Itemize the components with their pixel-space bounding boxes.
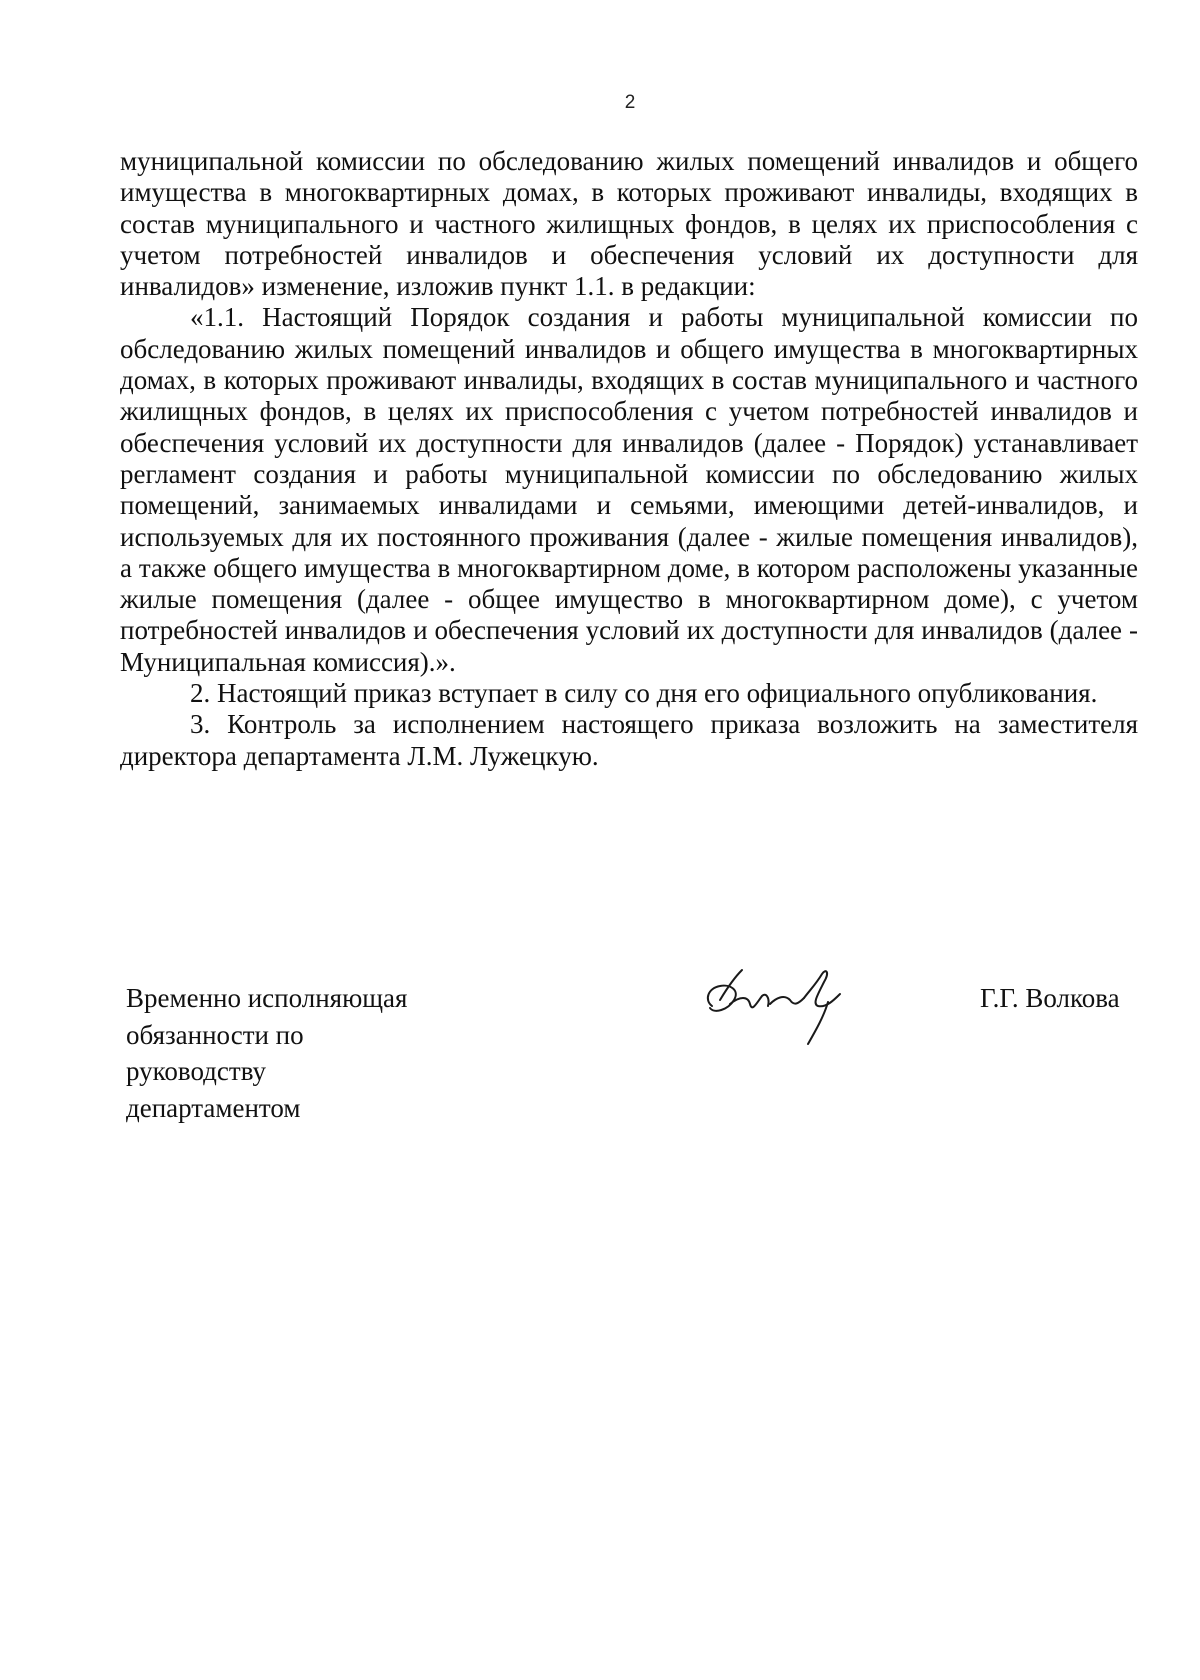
signatory-position-line: обязанности по: [126, 1019, 304, 1050]
signatory-position-line: департаментом: [126, 1092, 301, 1123]
signatory-position: [126, 980, 407, 1126]
paragraph-item-3: 3. Контроль за исполнением настоящего приказа возложить на заместителя директора департамента Л.М. Лужецкую.: [120, 709, 1138, 771]
paragraph-item-2: 2. Настоящий приказ вступает в силу со дня его официального опубликования.: [190, 678, 1098, 709]
paragraph-continuation: муниципальной комиссии по обследованию жилых помещений инвалидов и общего имущества в многоквартирных домах, в которых проживают инвалиды, входящих в состав муниципального и частного жилищных фондов, в целях их приспособления с учетом потребностей инвалидов и обеспечения условий их доступности для инвалидов» изменение, изложив пункт 1.1. в редакции:: [120, 146, 1138, 302]
signatory-position-line: руководству: [126, 1056, 267, 1086]
signatory-name: Г.Г. Волкова: [980, 983, 1120, 1013]
document-body: [120, 146, 1138, 772]
paragraph-item-1-1: «1.1. Настоящий Порядок создания и работы муниципальной комиссии по обследованию жилых помещений инвалидов и общего имущества в многоквартирных домах, в которых проживают инвалиды, входящих в состав муниципального и частного жилищных фондов, в целях их приспособления с учетом потребностей инвалидов и обеспечения условий их доступности для инвалидов (далее - Порядок) устанавливает регламент создания и работы муниципальной комиссии по обследованию жилых помещений, занимаемых инвалидами и семьями, имеющими детей-инвалидов, и используемых для их постоянного проживания (далее - жилые помещения инвалидов), а также общего имущества в многоквартирном доме, в котором расположены указанные жилые помещения (далее - общее имущество в многоквартирном доме), с учетом потребностей инвалидов и обеспечения условий их доступности для инвалидов (далее - Муниципальная комиссия).».: [120, 302, 1138, 677]
signatory-position-line: Временно исполняющая: [126, 983, 408, 1013]
page-number: 2: [624, 92, 636, 113]
handwritten-signature: [700, 960, 870, 1050]
